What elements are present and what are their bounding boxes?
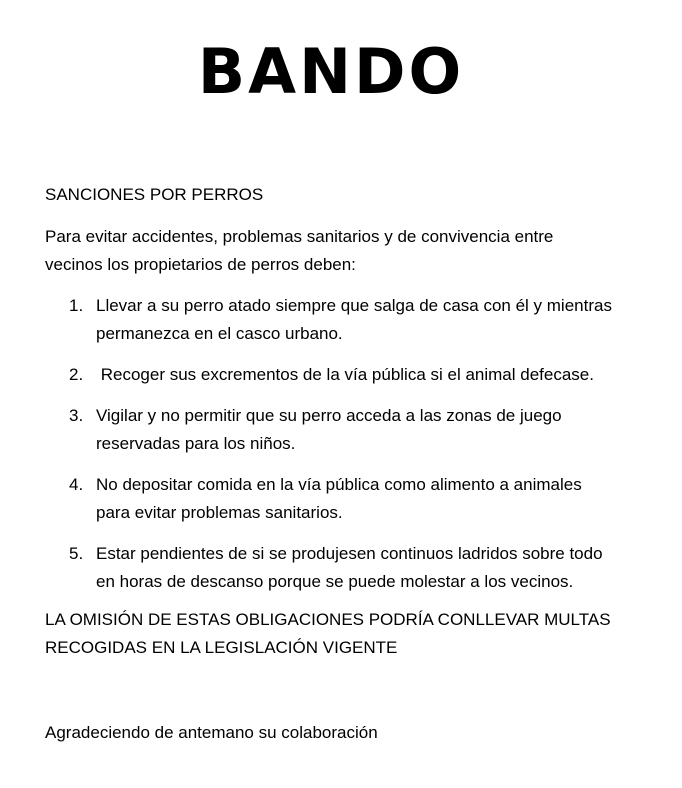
closing-paragraph — [45, 606, 611, 662]
list-item — [45, 402, 665, 458]
list-item-number: 4. — [69, 475, 84, 494]
list-item-line-1: Estar pendientes de si se produjesen continuos ladridos sobre todo — [96, 544, 603, 563]
obligations-list — [45, 292, 665, 609]
list-item-line-1: Vigilar y no permitir que su perro acceda a las zonas de juego — [96, 406, 562, 425]
list-item-number: 3. — [69, 406, 84, 425]
list-item — [45, 540, 665, 596]
list-item-number: 1. — [69, 296, 84, 315]
list-item — [45, 471, 665, 527]
list-item-number: 5. — [69, 544, 84, 563]
section-heading: SANCIONES POR PERROS — [45, 185, 264, 204]
list-item-line-2: reservadas para los niños. — [96, 434, 296, 453]
list-item — [45, 292, 665, 348]
list-item — [45, 361, 665, 389]
document-title: BANDO — [197, 35, 465, 108]
list-item-line-2: en horas de descanso porque se puede molestar a los vecinos. — [96, 572, 574, 591]
intro-paragraph — [45, 223, 553, 279]
intro-line-1: Para evitar accidentes, problemas sanitarios y de convivencia entre — [45, 227, 554, 246]
thanks-line: Agradeciendo de antemano su colaboración — [45, 723, 378, 742]
list-item-number: 2. — [69, 365, 84, 384]
list-item-line-1: No depositar comida en la vía pública como alimento a animales — [96, 475, 582, 494]
list-item-line-1: Llevar a su perro atado siempre que salga de casa con él y mientras — [96, 296, 612, 315]
intro-line-2: vecinos los propietarios de perros deben: — [45, 255, 356, 274]
list-item-line-2: permanezca en el casco urbano. — [96, 324, 343, 343]
closing-line-2: RECOGIDAS EN LA LEGISLACIÓN VIGENTE — [45, 638, 398, 657]
list-item-line-2: para evitar problemas sanitarios. — [96, 503, 343, 522]
list-item-line-1: Recoger sus excrementos de la vía pública si el animal defecase. — [96, 365, 594, 384]
closing-line-1: LA OMISIÓN DE ESTAS OBLIGACIONES PODRÍA CONLLEVAR MULTAS — [45, 610, 611, 629]
